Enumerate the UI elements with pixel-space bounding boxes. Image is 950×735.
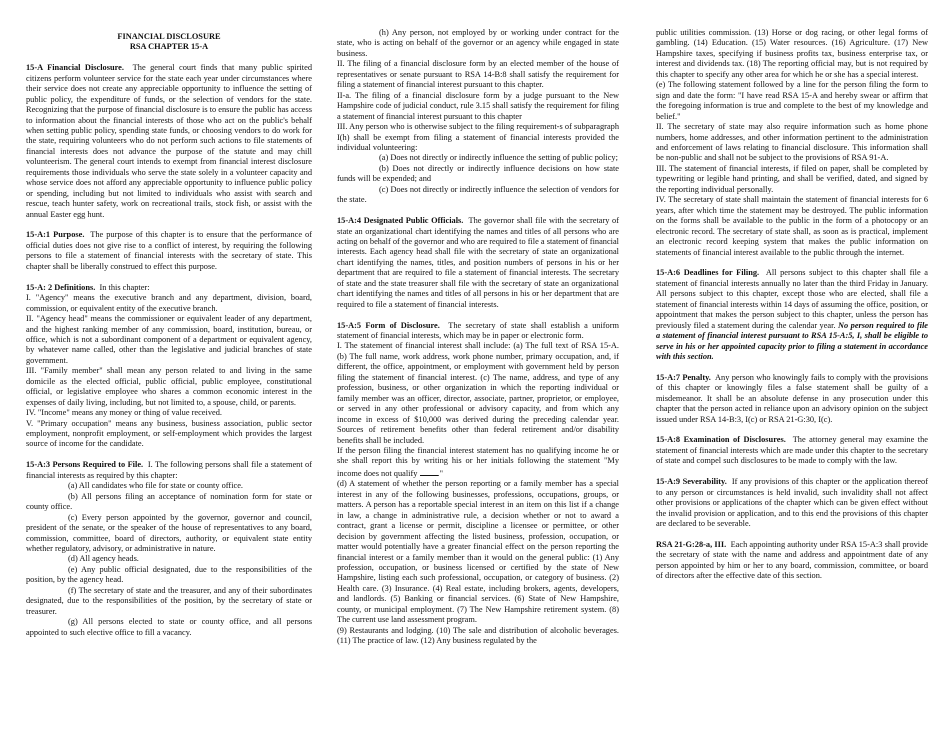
section-heading: 15-A:4 Designated Public Officials. [337,216,464,226]
section-text: The governor shall file with the secretary of state an organizational chart identifying the names and titles of all persons who are acting on behalf of the governor and who are required to file a statement of financial interests. Each agency head shall file with the secretary of state an organizational chart identifying the names, titles, and position numbers of persons in his or her department that are required to file a statement of financial interests. The secretary of state and the state treasurer shall file with the secretary of state an organizational chart identifying the names and titles of all persons in his or her department that are required to file a statement of financial interests. [337,216,620,309]
section-heading: 15-A:9 Severability. [656,477,727,487]
section-text: The purpose of this chapter is to ensure that the performance of official duties does not give rise to a conflict of interest, by requiring the following persons to file a statement of financial interests with the secretary of state. This chapter shall be liberally construed to effect this purpose. [26,230,312,271]
section-examination [656,435,928,466]
paragraph: II. The filing of a financial disclosure form by an elected member of the house of representatives or senate pursuant to RSA 14-B:8 shall satisfy the requirement for filing a statement of financial interest pursuant to this chapter. [337,59,619,90]
list-item: (h) Any person, not employed by or working under contract for the state, who is acting on behalf of the governor or an agency while engaged in state business. [337,28,619,58]
paragraph: (e) The following statement followed by a line for the person filing the form to sign and date the form: "I have read RSA 15-A and hereby swear or affirm that the foregoing information is true and complete to the best of my knowledge and belief." [656,80,928,121]
section-emphasis: No person required to file a statement of financial interest pursuant to RSA 15-A:5, I, shall be eligible to serve in his or her appointed capacity prior to filing a statement in accordance with this section. [656,320,928,361]
list-item: (g) All persons elected to state or county office, and all persons appointed to such elective office to fill a vacancy. [26,617,312,637]
list-item: (c) Every person appointed by the governor, governor and council, president of the senate, or the speaker of the house of representatives to any board, commission, committee, board of directors, authority, or equivalent state entity whether regulatory, advisory, or administrative in nature. [26,512,312,553]
definition-item: I. "Agency" means the executive branch and any department, division, board, commission, or equivalent entity of the executive branch. [26,293,312,313]
section-purpose [26,230,312,272]
paragraph: (d) A statement of whether the person reporting or a family member has a special interest in any of the following businesses, professions, occupations, groups, or matters. A person has a reportable special interest in an item on this list if a change in law, a change in administrative rule, a decision whether or not to award a contract, grant a license or permit, discipline a licensee or permittee, or other decision by government affecting the listed business, profession, occupation, or matter would potentially have a greater financial effect on the person reporting the financial interest or a family member than it would on the general public: (1) Any profession, occupation, or business licensed or certified by the state of New Hampshire, listing each such professional, occupation, or category of business. (2) Health care. (3) Insurance. (4) Real estate, including brokers, agents, developers, and landlords. (5) Banking or financial services. (6) State of New Hampshire, county, or municipal employment. (7) The New Hampshire retirement system. (8) The current use land assessment program. [337,479,619,625]
section-financial-disclosure [26,63,312,220]
list-item: (b) All persons filing an acceptance of nomination form for state or county office. [26,491,312,512]
section-definitions [26,283,312,450]
paragraph: If the person filing the financial interest statement has no qualifying income he or she shall report this by writing his or her initials following the statement "My income does not qualify ." [337,446,619,478]
document-subtitle: RSA CHAPTER 15-A [129,42,209,52]
section-heading: 15-A:6 Deadlines for Filing. [656,268,760,278]
paragraph: III. The statement of financial interests, if filed on paper, shall be completed by typewriting or legible hand printing, and shall be verified, dated, and signed by the reporting individual personally. [656,163,928,194]
initials-blank-line [420,467,438,476]
document-title: FINANCIAL DISCLOSURE [117,32,221,41]
section-heading: 15-A Financial Disclosure. [26,63,124,73]
section-heading: 15-A:3 Persons Required to File. [26,460,144,470]
section-text: If any provisions of this chapter or the application thereof to any person or circumstances is held invalid, such invalidity shall not affect other provisions or applications of the chapter which can be given effect without the invalid provision or application, and to this end the provisions of this chapter are declared to be severable. [656,477,929,529]
section-heading: 15-A:7 Penalty. [656,372,711,382]
section-heading: 15-A:1 Purpose. [26,230,85,240]
list-item: (b) Does not directly or indirectly influence decisions on how state funds will be expended; and [337,163,619,184]
section-penalty [656,373,928,425]
section-severability [656,477,928,529]
section-text: I. The following persons shall file a statement of financial interests as required by this chapter: [26,460,312,480]
paragraph: II-a. The filing of a financial disclosure form by a judge pursuant to the New Hampshire code of judicial conduct, rule 3.15 shall satisfy the requirement for filing a statement of financial interest pursuant to this chapter [337,90,619,121]
list-item: (e) Any public official designated, due to the responsibilities of the position, by the agency head. [26,564,312,585]
column-left [26,32,312,638]
section-persons-required [26,460,312,638]
list-item: (d) All agency heads. [68,554,139,564]
section-heading: 15-A:8 Examination of Disclosures. [656,435,786,445]
definition-item: IV. "Income" means any money or thing of value received. [26,408,222,418]
definition-item: V. "Primary occupation" means any business, business association, public sector employment, nonprofit employment, or self-employment which provides the largest source of income for the candidate. [26,418,312,449]
list-item: (c) Does not directly or indirectly influence the selection of vendors for the state. [337,184,619,205]
column-right [656,28,928,592]
section-text: The attorney general may examine the statement of financial interests which are made under this chapter to the secretary of state and compel such disclosures to be made to comply with the law. [656,435,928,466]
paragraph: public utilities commission. (13) Horse or dog racing, or other legal forms of gambling. (14) Education. (15) Water resources. (16) Agriculture. (17) New Hampshire taxes, specifying if business profits tax, business enterprise tax, or interest and dividends tax. (18) The reporting official may, but is not required by this chapter to specify any other area for which he or she has a special interest. [656,28,928,79]
section-rsa-21g [656,540,928,582]
paragraph: II. The secretary of state may also require information such as home phone numbers, home addresses, and other information pertinent to the administration and enforcement of laws relating to financial disclosure. This information shall be non-public and shall not be subject to the provisions of RSA 91-A. [656,122,928,163]
section-heading: 15-A: 2 Definitions. [26,282,96,292]
list-item: (a) Does not directly or indirectly influence the setting of public policy; [379,153,618,163]
section-form-of-disclosure [337,321,619,647]
paragraph: (9) Restaurants and lodging. (10) The sale and distribution of alcoholic beverages. (11) The practice of law. (12) Any business regulated by the [337,625,619,646]
section-text: The general court finds that many public spirited citizens perform volunteer service for the state each year under circumstances where their service does not create any appreciable opportunity to influence the setting of public policy, the expenditure of funds, or the selection of vendors for the state. Recognizing that the purpose of financial disclosure is to ensure the public has access to information about the financial interests of those who act on the public's behalf when setting public policy, spending state funds, or choosing vendors to do work for the state, requiring volunteers who do not perform such actions to file statements of financial interests does not advance the purpose of the statute and may chill volunteerism. The general court intends to exempt from financial interest disclosure requirements those individuals who serve the state solely in a volunteer capacity and whose service does not afford any appreciable opportunity to influence public policy or spending, including but not limited to individuals who assist with search and rescue, teach hunter safety, work on recreational trails, stock fish, or assist with the annual Easter egg hunt. [26,63,312,219]
column-middle [337,28,619,647]
list-item: (a) All candidates who file for state or county office. [68,481,244,491]
definition-item: III. "Family member" shall mean any person related to and living in the same domicile as the elected official, public official, public employee, constitutional official, or legislative employee who shares a common economic interest in the expenses of daily living, including, but not limited to, a spouse, child, or parents. [26,366,312,407]
section-designated-officials [337,216,619,310]
section-text: The secretary of state shall establish a uniform statement of financial interests, which may be in paper or electronic form. [337,320,619,341]
paragraph: I. The statement of financial interest shall include: (a) The full text of RSA 15-A. (b) The full name, work address, work phone number, primary occupation, and, if different, the office, appointment, or employment with government held by person filing the statement of financial interest. (c) The name, address, and type of any profession, business, or other organization in which the reporting individual or family member was an officer, director, associate, partner, proprietor, or employee, or served in any other professional or advisory capacity, and from which any income in excess of $10,000 was derived during the preceding calendar year. Sources of retirement benefits other than federal retirement and/or disability benefits shall be included. [337,341,619,445]
paragraph: IV. The secretary of state shall maintain the statement of financial interests for 6 years, after which time the statement may be destroyed. The public information on the forms shall be available to the public in the form of a photocopy or an electronic record. The secretary of state shall, as soon as is practical, implement an electronic record keeping system that makes the public information on statements of financial interest available to the public through the internet. [656,195,928,257]
section-text: All persons subject to this chapter shall file a statement of financial interests annually no later than the third Friday in January. All persons subject to this chapter, except those who are elected, shall file a statement of financial interests within 14 days of assuming the office, position, or appointment that makes the person subject to this chapter, unless the person has previously filed a statement during the calendar year. [656,268,928,330]
definition-item: II. "Agency head" means the commissioner or equivalent leader of any department, and the highest ranking member of any commission, board, institution, bureau, or office, which is not a subordinant component of a department or equivalent agency, by whatever name called, other than the legislative and judicial branches of state government. [26,314,312,365]
section-text: In this chapter: [99,282,150,292]
section-text: Any person who knowingly fails to comply with the provisions of this chapter or knowingly files a false statement shall be guilty of a misdemeanor. It shall be an absolute defense in any prosecution under this chapter that the person acted in reliance upon an advisory opinion on the subject issued under RSA 14-B:3, I(c) or RSA 21-G:30, I(c). [656,372,928,424]
section-deadlines [656,268,928,362]
section-heading: 15-A:5 Form of Disclosure. [337,320,440,330]
list-item: (f) The secretary of state and the treasurer, and any of their subordinates designated, due to the responsibilities of the position, by the secretary of state or treasurer. [26,585,312,616]
section-text: Each appointing authority under RSA 15-A:3 shall provide the secretary of state with the name and address and appointment date of any person appointed by him or her to any board, commission, committee, or board of directors after the effective date of this section. [656,539,928,581]
paragraph: III. Any person who is otherwise subject to the filing requirement-s of subparagraph I(h) shall be exempt from filing a statement of financial interests provided the individual volunteering: [337,122,619,152]
section-heading: RSA 21-G:28-a, III. [656,539,727,549]
